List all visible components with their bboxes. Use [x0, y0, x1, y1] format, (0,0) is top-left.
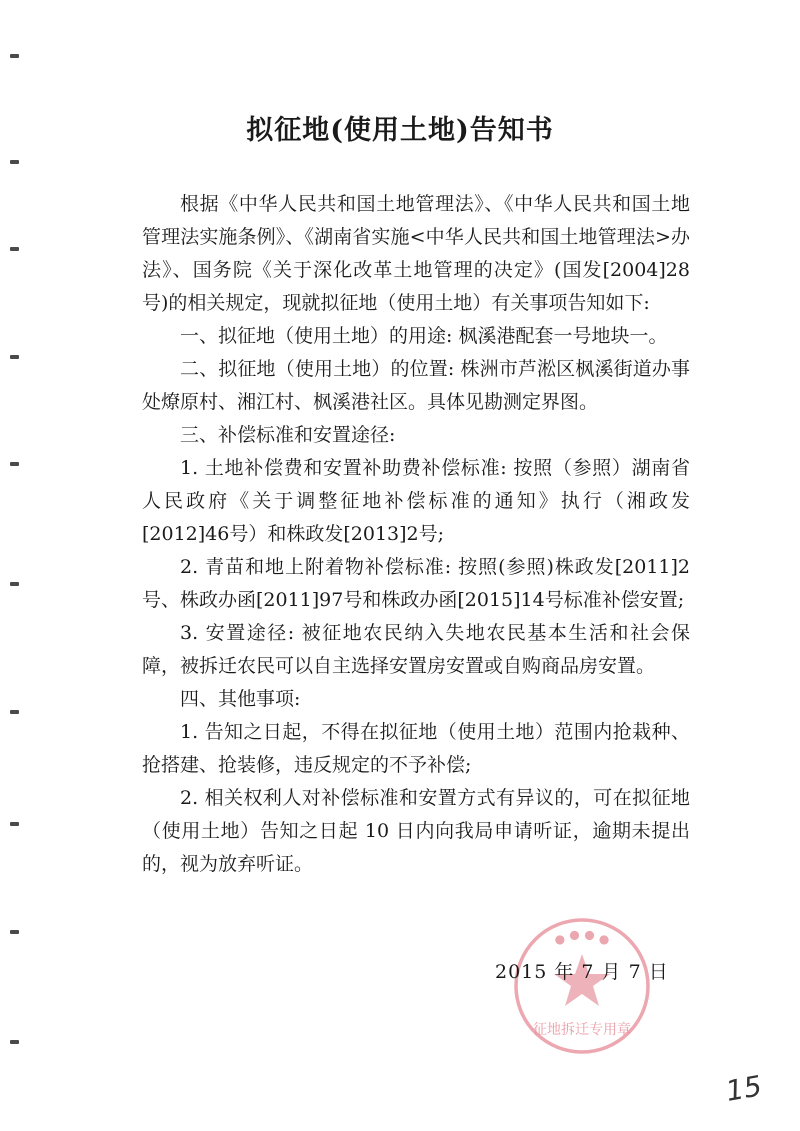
document-body: [142, 188, 690, 881]
paragraph-compensation-2: 2. 青苗和地上附着物补偿标准: 按照(参照)株政发[2011]2号、株政办函[2011]97号和株政办函[2015]14号标准补偿安置;: [142, 556, 690, 611]
document-title: 拟征地(使用土地)告知书: [246, 115, 554, 146]
binding-mark: [10, 1040, 19, 1044]
binding-mark: [10, 160, 19, 164]
paragraph-other-heading: 四、其他事项:: [180, 688, 301, 710]
document-date: 2015 年 7 月 7 日: [495, 961, 669, 983]
paragraph-compensation-3: 3. 安置途径: 被征地农民纳入失地农民基本生活和社会保障，被拆迁农民可以自主选择安置房安置或自购商品房安置。: [142, 622, 690, 677]
binding-mark: [10, 247, 19, 251]
binding-mark: [10, 355, 19, 359]
binding-mark: [10, 822, 19, 826]
handwritten-page-number: 15: [723, 1069, 765, 1108]
paragraph-location: 二、拟征地（使用土地）的位置: 株洲市芦淞区枫溪街道办事处燎原村、湘江村、枫溪港社区。具体见勘测定界图。: [142, 358, 690, 413]
svg-text:● ● ● ●: ● ● ● ●: [551, 926, 613, 948]
binding-mark: [10, 582, 19, 586]
stamp-text: 征地拆迁专用章: [533, 1022, 631, 1038]
binding-mark: [10, 54, 19, 58]
binding-mark: [10, 710, 19, 714]
paragraph-purpose: 一、拟征地（使用土地）的用途: 枫溪港配套一号地块一。: [180, 325, 668, 347]
paragraph-legal-basis: 根据《中华人民共和国土地管理法》、《中华人民共和国土地管理法实施条例》、《湖南省实施<中华人民共和国土地管理法>办法》、国务院《关于深化改革土地管理的决定》(国发[2004]28号)的相关规定，现就拟征地（使用土地）有关事项告知如下:: [142, 193, 690, 314]
binding-mark: [10, 930, 19, 934]
paragraph-other-2: 2. 相关权利人对补偿标准和安置方式有异议的，可在拟征地（使用土地）告知之日起 10 日内向我局申请听证，逾期未提出的，视为放弃听证。: [142, 787, 690, 875]
official-seal-stamp: [508, 912, 656, 1060]
paragraph-compensation-heading: 三、补偿标准和安置途径:: [180, 424, 396, 446]
binding-mark: [10, 462, 19, 466]
paragraph-compensation-1: 1. 土地补偿费和安置补助费补偿标准: 按照（参照）湖南省人民政府《关于调整征地补偿标准的通知》执行（湘政发[2012]46号）和株政发[2013]2号;: [142, 457, 690, 545]
paragraph-other-1: 1. 告知之日起，不得在拟征地（使用土地）范围内抢栽种、抢搭建、抢装修，违反规定的不予补偿;: [142, 721, 690, 776]
